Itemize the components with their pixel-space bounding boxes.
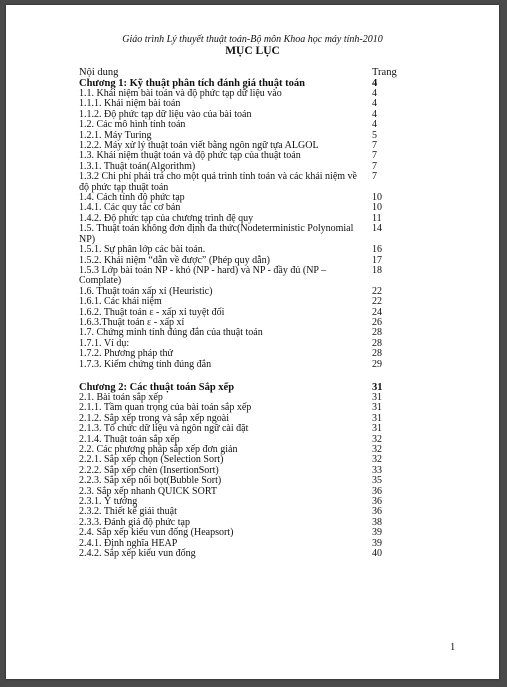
toc-entry-title: 2.2.2. Sắp xếp chèn (InsertionSort) xyxy=(79,464,219,476)
toc-entry-title: 1.1. Khái niệm bài toán và độ phức tạp dữ liệu vào xyxy=(79,88,282,99)
toc-entry-title: 1.6. Thuật toán xấp xỉ (Heuristic) xyxy=(79,285,213,297)
toc-entry-title: 1.5. Thuật toán không đơn định đa thức(Nodeterministic Polynomial NP) xyxy=(79,223,354,245)
page-number: 1 xyxy=(450,642,456,653)
toc-entry-page: 26 xyxy=(372,316,382,328)
toc-entry-page: 36 xyxy=(372,506,382,518)
toc-entry-page: 4 xyxy=(372,78,378,89)
toc-entry-title: Chương 2: Các thuật toán Sắp xếp xyxy=(79,381,235,393)
toc-entry-page: 32 xyxy=(372,454,382,466)
toc-entry-page: 22 xyxy=(372,285,382,297)
toc-entry-page: 16 xyxy=(372,244,382,256)
toc-entry-title: 1.2. Các mô hình tính toán xyxy=(79,119,186,131)
toc-entry-title: 2.2.3. Sắp xếp nổi bọt(Bubble Sort) xyxy=(79,475,222,487)
toc-entry-page: 4 xyxy=(372,98,377,110)
toc-entry-page: 36 xyxy=(372,485,382,497)
toc-entry-page: 22 xyxy=(372,296,382,308)
page-title: MỤC LỤC xyxy=(225,45,280,57)
toc-entry-page: 33 xyxy=(372,464,382,476)
toc-entry-title: 2.4.2. Sắp xếp kiểu vun đống xyxy=(79,548,196,560)
toc-entry-title: 1.3.2 Chi phí phải trả cho một quá trình tính toán và các khái niệm về độ phức tạp thuật toán xyxy=(79,171,357,193)
toc-entry-title: 1.3. Khái niệm thuật toán và độ phức tạp của thuật toán xyxy=(79,150,301,162)
toc-entry-page: 17 xyxy=(372,254,382,266)
toc-entry-title: 1.4.2. Độ phức tạp của chương trình đệ quy xyxy=(79,212,254,224)
toc-entry-page: 39 xyxy=(372,527,382,539)
toc-entry-title: 2.3.2. Thiết kế giải thuật xyxy=(79,506,177,518)
toc-entry-page: 4 xyxy=(372,119,377,131)
toc-entry-page: 10 xyxy=(372,192,382,204)
toc-entry-page: 31 xyxy=(372,423,382,435)
toc-entries xyxy=(79,78,417,559)
toc-entry-page: 18 xyxy=(372,264,382,276)
toc-entry-title: 1.1.1. Khái niệm bài toán xyxy=(79,98,181,110)
toc-entry-title: 1.5.3 Lớp bài toán NP - khó (NP - hard) và NP - đầy đủ (NP – Complate) xyxy=(79,264,327,287)
toc-entry-title: 1.6.2. Thuật toán ε - xấp xỉ tuyệt đối xyxy=(79,306,225,318)
toc-entry-title: 1.7.3. Kiểm chứng tính đúng đắn xyxy=(79,358,212,370)
toc-entry[interactable] xyxy=(79,360,417,370)
toc-entry[interactable] xyxy=(79,172,417,193)
toc-entry-title: 2.3.3. Đánh giá độ phức tạp xyxy=(79,516,190,528)
toc-entry-page: 4 xyxy=(372,88,377,99)
toc-entry-title: 2.3.1. Ý tưởng xyxy=(79,496,138,508)
toc-entry[interactable] xyxy=(79,245,417,255)
toc-entry-page: 11 xyxy=(372,212,382,224)
toc-entry-title: 2.4.1. Định nghĩa HEAP xyxy=(79,537,178,549)
toc-entry-title: 1.3.1. Thuật toán(Algorithm) xyxy=(79,160,196,172)
toc-entry-title: 2.1.4. Thuật toán sắp xếp xyxy=(79,433,180,445)
toc-entry-page: 7 xyxy=(372,140,377,152)
toc-entry-title: 2.1.2. Sắp xếp trong và sắp xếp ngoài xyxy=(79,412,229,424)
toc-entry-title: 1.5.1. Sự phân lớp các bài toán. xyxy=(79,244,206,256)
toc-entry-title: 1.7. Chứng minh tính đúng đắn của thuật toán xyxy=(79,327,263,339)
toc-entry-title: 1.4.1. Các quy tắc cơ bản xyxy=(79,202,181,214)
toc-entry-page: 7 xyxy=(372,160,377,172)
toc-entry-page: 10 xyxy=(372,202,382,214)
toc-entry-page: 38 xyxy=(372,516,382,528)
toc-entry-title: 1.4. Cách tính độ phức tạp xyxy=(79,192,185,204)
toc-entry-page: 4 xyxy=(372,108,377,120)
toc-entry-page: 28 xyxy=(372,327,382,339)
toc-entry-page: 31 xyxy=(372,402,382,414)
toc-entry-page: 29 xyxy=(372,358,382,370)
toc-entry-page: 36 xyxy=(372,496,382,508)
toc-entry[interactable] xyxy=(79,266,417,287)
toc-entry-title: 1.5.2. Khái niệm “dẫn về được” (Phép quy dẫn) xyxy=(79,254,270,266)
toc-entry-page: 31 xyxy=(372,391,382,403)
toc-entry-title: 1.2.2. Máy xử lý thuật toán viết bằng ngôn ngữ tựa ALGOL xyxy=(79,140,319,152)
toc-entry-page: 39 xyxy=(372,537,382,549)
toc-entry-title: 1.6.3.Thuật toán ε - xấp xỉ xyxy=(79,316,185,328)
toc-entry-page: 14 xyxy=(372,223,382,235)
toc-entry-page: 32 xyxy=(372,444,382,455)
toc-entry[interactable] xyxy=(79,549,417,559)
toc-entry-page: 31 xyxy=(372,412,382,424)
toc-entry-page: 40 xyxy=(372,548,382,560)
toc-entry[interactable] xyxy=(79,297,417,307)
toc-entry-title: 2.1.3. Tổ chức dữ liệu và ngôn ngữ cài đặt xyxy=(79,423,249,435)
toc-entry-title: 1.1.2. Độ phức tạp dữ liệu vào của bài toán xyxy=(79,108,252,120)
toc-entry[interactable] xyxy=(79,328,417,338)
toc-entry-page: 28 xyxy=(372,337,382,349)
toc-entry[interactable] xyxy=(79,349,417,359)
table-of-contents xyxy=(79,67,417,559)
toc-entry-page: 7 xyxy=(372,171,377,183)
toc-entry-title: 2.2. Các phương pháp sắp xếp đơn giản xyxy=(79,444,238,455)
toc-entry-title: 2.1. Bài toán sắp xếp xyxy=(79,391,163,403)
toc-entry-page: 35 xyxy=(372,475,382,487)
running-header: Giáo trình Lý thuyết thuật toán-Bộ môn Khoa học máy tính-2010 xyxy=(122,34,383,45)
toc-entry-page: 5 xyxy=(372,129,377,141)
toc-entry-page: 32 xyxy=(372,433,382,445)
toc-entry-title: 2.3. Sắp xếp nhanh QUICK SORT xyxy=(79,485,218,497)
toc-entry-title: 1.7.2. Phương pháp thử xyxy=(79,348,173,360)
toc-entry-title: 1.7.1. Ví dụ: xyxy=(79,337,130,349)
toc-entry-title: 2.4. Sắp xếp kiểu vun đống (Heapsort) xyxy=(79,527,234,539)
toc-entry[interactable] xyxy=(79,224,417,245)
toc-entry-page: 28 xyxy=(372,348,382,360)
toc-entry-title: Chương 1: Kỹ thuật phân tích đánh giá thuật toán xyxy=(79,78,305,89)
page-column-label: Trang xyxy=(372,67,397,78)
document-page xyxy=(6,5,499,679)
toc-entry-title: 1.2.1. Máy Turing xyxy=(79,129,152,141)
chapter-spacer xyxy=(79,370,417,382)
toc-entry-page: 24 xyxy=(372,306,382,318)
toc-entry-title: 2.2.1. Sắp xếp chọn (Selection Sort) xyxy=(79,454,224,466)
toc-column-header xyxy=(79,67,417,78)
content-column-label: Nội dung xyxy=(79,67,119,78)
toc-entry-title: 1.6.1. Các khái niệm xyxy=(79,296,162,308)
toc-entry-page: 7 xyxy=(372,150,377,162)
toc-entry-title: 2.1.1. Tầm quan trọng của bài toán sắp xếp xyxy=(79,402,252,414)
toc-entry-page: 31 xyxy=(372,381,383,393)
